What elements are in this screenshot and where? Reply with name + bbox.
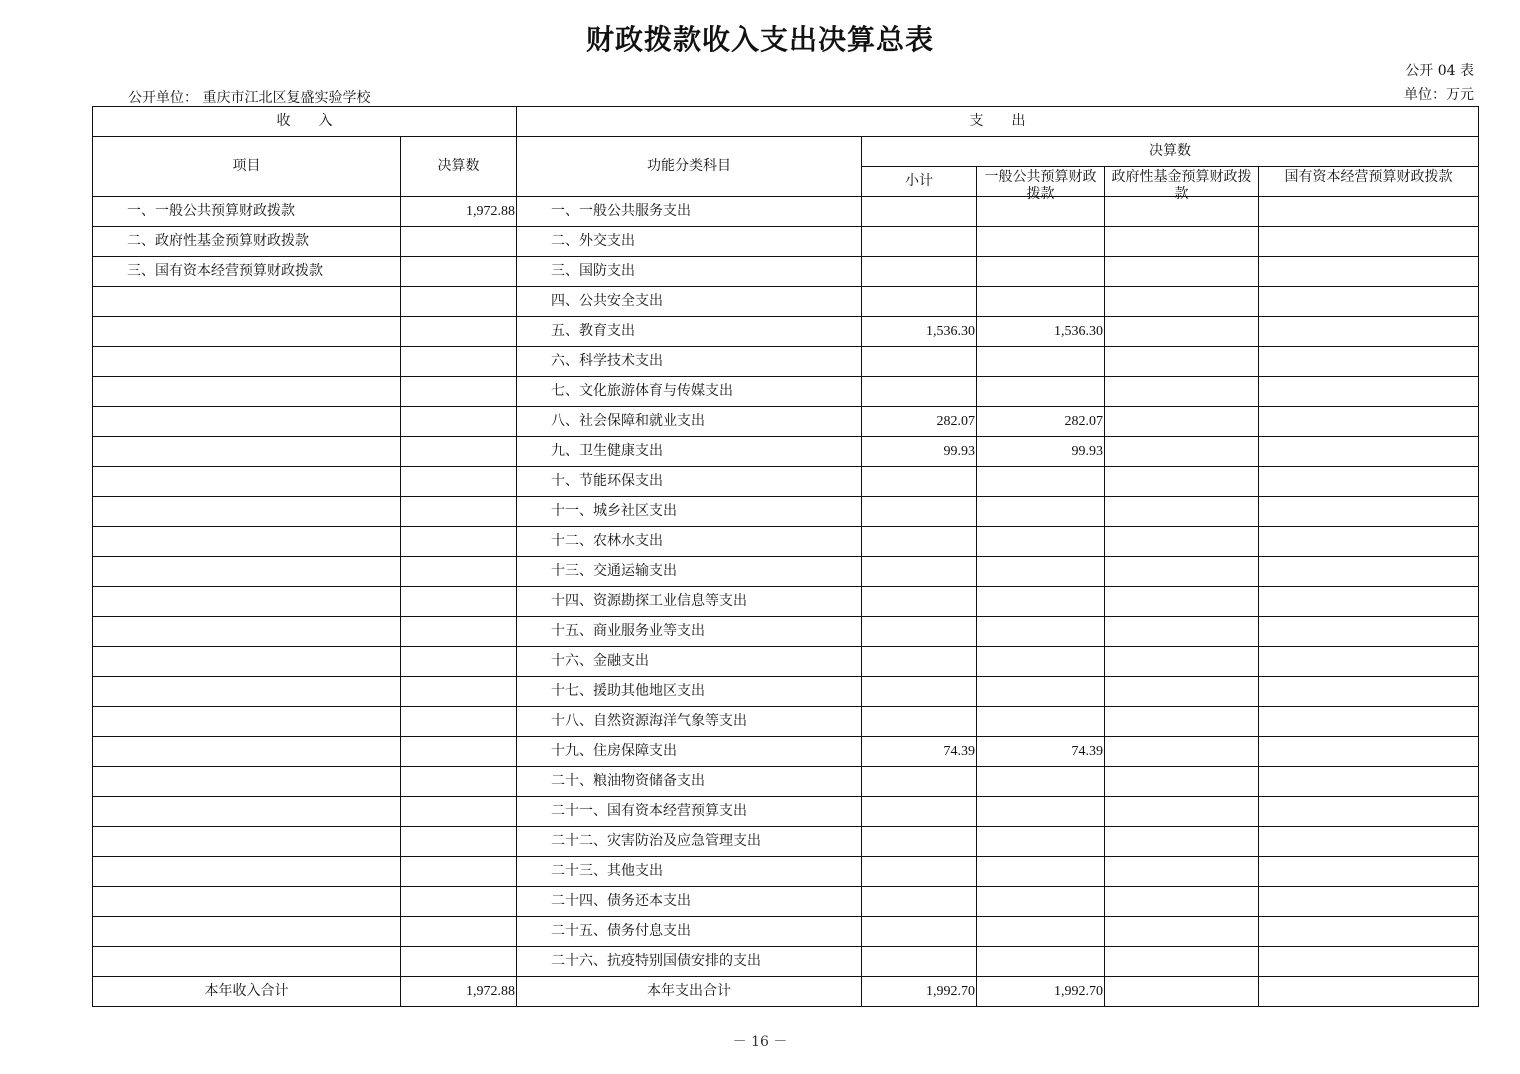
- income-amount-cell: [401, 737, 517, 767]
- income-amount-cell: [401, 767, 517, 797]
- expense-item-cell: 二十四、债务还本支出: [517, 887, 862, 917]
- gov-fund-cell: [1105, 737, 1259, 767]
- state-capital-cell: [1259, 827, 1479, 857]
- expense-item-cell: 二十五、债务付息支出: [517, 917, 862, 947]
- income-item-cell: [93, 677, 401, 707]
- expense-item-cell: 六、科学技术支出: [517, 347, 862, 377]
- expense-item-cell: 八、社会保障和就业支出: [517, 407, 862, 437]
- gov-fund-cell: [1105, 827, 1259, 857]
- gov-fund-cell: [1105, 677, 1259, 707]
- income-item-cell: [93, 407, 401, 437]
- table-row: [93, 527, 1479, 557]
- income-item-cell: 一、一般公共预算财政拨款: [93, 197, 401, 227]
- table-row: [93, 257, 1479, 287]
- subtotal-cell: [862, 707, 977, 737]
- income-item-cell: [93, 497, 401, 527]
- subtotal-cell: [862, 527, 977, 557]
- table-row: [93, 827, 1479, 857]
- subtotal-header: 小计: [862, 167, 977, 197]
- table-row: [93, 707, 1479, 737]
- income-item-cell: [93, 767, 401, 797]
- expense-item-cell: 十二、农林水支出: [517, 527, 862, 557]
- state-capital-cell: [1259, 647, 1479, 677]
- general-cell: [977, 527, 1105, 557]
- general-cell: [977, 827, 1105, 857]
- subtotal-cell: [862, 857, 977, 887]
- state-capital-cell: [1259, 437, 1479, 467]
- expense-total-gov-fund: [1105, 977, 1259, 1007]
- general-cell: [977, 707, 1105, 737]
- gov-fund-cell: [1105, 947, 1259, 977]
- general-header-text: 一般公共预算财政拨款: [984, 169, 1097, 202]
- subtotal-cell: [862, 887, 977, 917]
- expense-item-cell: 十三、交通运输支出: [517, 557, 862, 587]
- state-capital-cell: [1259, 767, 1479, 797]
- gov-fund-cell: [1105, 347, 1259, 377]
- state-capital-cell: [1259, 737, 1479, 767]
- state-capital-cell: [1259, 527, 1479, 557]
- gov-fund-cell: [1105, 887, 1259, 917]
- income-amount-cell: [401, 527, 517, 557]
- header-row-2: [93, 137, 1479, 167]
- state-capital-cell: [1259, 467, 1479, 497]
- subtotal-cell: [862, 947, 977, 977]
- general-cell: [977, 677, 1105, 707]
- income-total-amount: 1,972.88: [401, 977, 517, 1007]
- expense-item-cell: 一、一般公共服务支出: [517, 197, 862, 227]
- income-amount-cell: [401, 887, 517, 917]
- income-amount-cell: [401, 497, 517, 527]
- income-item-cell: [93, 347, 401, 377]
- subtotal-cell: [862, 917, 977, 947]
- table-row: [93, 887, 1479, 917]
- expense-item-cell: 四、公共安全支出: [517, 287, 862, 317]
- general-cell: [977, 617, 1105, 647]
- gov-fund-cell: [1105, 377, 1259, 407]
- income-amount-cell: [401, 947, 517, 977]
- general-cell: [977, 767, 1105, 797]
- table-row: [93, 197, 1479, 227]
- expense-item-cell: 十七、援助其他地区支出: [517, 677, 862, 707]
- table-row: [93, 947, 1479, 977]
- income-amount-cell: [401, 437, 517, 467]
- income-amount-cell: [401, 347, 517, 377]
- expense-item-cell: 五、教育支出: [517, 317, 862, 347]
- general-cell: [977, 647, 1105, 677]
- expense-total-general: 1,992.70: [977, 977, 1105, 1007]
- expense-item-cell: 二十一、国有资本经营预算支出: [517, 797, 862, 827]
- state-capital-cell: [1259, 407, 1479, 437]
- state-capital-cell: [1259, 227, 1479, 257]
- general-cell: [977, 587, 1105, 617]
- state-capital-cell: [1259, 497, 1479, 527]
- gov-fund-cell: [1105, 527, 1259, 557]
- subtotal-cell: 74.39: [862, 737, 977, 767]
- state-capital-header-text: 国有资本经营预算财政拨款: [1284, 169, 1453, 185]
- general-cell: [977, 557, 1105, 587]
- expense-total-state-capital: [1259, 977, 1479, 1007]
- totals-row: [93, 977, 1479, 1007]
- income-amount-cell: [401, 557, 517, 587]
- income-amount-cell: [401, 287, 517, 317]
- subtotal-cell: [862, 467, 977, 497]
- gov-fund-cell: [1105, 287, 1259, 317]
- state-capital-cell: [1259, 197, 1479, 227]
- gov-fund-cell: [1105, 557, 1259, 587]
- subtotal-cell: [862, 647, 977, 677]
- income-amount-cell: [401, 587, 517, 617]
- form-number: 公开 04 表: [1405, 63, 1474, 79]
- table-row: [93, 767, 1479, 797]
- income-item-cell: [93, 527, 401, 557]
- gov-fund-cell: [1105, 257, 1259, 287]
- income-total-label: 本年收入合计: [93, 977, 401, 1007]
- unit-label: 单位：万元: [1404, 87, 1474, 103]
- state-capital-cell: [1259, 677, 1479, 707]
- expense-item-cell: 十六、金融支出: [517, 647, 862, 677]
- state-capital-cell: [1259, 797, 1479, 827]
- state-capital-cell: [1259, 347, 1479, 377]
- state-capital-cell: [1259, 887, 1479, 917]
- state-capital-cell: [1259, 947, 1479, 977]
- income-amount-cell: [401, 707, 517, 737]
- income-header: 收 入: [93, 107, 517, 137]
- general-cell: [977, 347, 1105, 377]
- income-amount-cell: [401, 857, 517, 887]
- state-capital-cell: [1259, 317, 1479, 347]
- subtotal-cell: 282.07: [862, 407, 977, 437]
- func-subject-header: 功能分类科目: [517, 137, 862, 197]
- gov-fund-header-text: 政府性基金预算财政拨款: [1111, 169, 1252, 202]
- table-row: [93, 617, 1479, 647]
- state-capital-cell: [1259, 707, 1479, 737]
- income-item-cell: [93, 647, 401, 677]
- gov-fund-cell: [1105, 587, 1259, 617]
- income-item-cell: [93, 947, 401, 977]
- table-row: [93, 377, 1479, 407]
- general-cell: [977, 287, 1105, 317]
- final-header: 决算数: [862, 137, 1479, 167]
- org-name: 重庆市江北区复盛实验学校: [202, 90, 371, 106]
- subtotal-cell: [862, 557, 977, 587]
- income-item-cell: [93, 707, 401, 737]
- expense-item-cell: 十九、住房保障支出: [517, 737, 862, 767]
- gov-fund-header: [1105, 167, 1259, 202]
- subtotal-cell: [862, 827, 977, 857]
- subtotal-cell: [862, 197, 977, 227]
- income-item-cell: [93, 467, 401, 497]
- expense-item-cell: 七、文化旅游体育与传媒支出: [517, 377, 862, 407]
- expense-item-cell: 九、卫生健康支出: [517, 437, 862, 467]
- income-item-cell: [93, 377, 401, 407]
- income-amount-cell: [401, 617, 517, 647]
- income-item-cell: [93, 557, 401, 587]
- general-header: [977, 167, 1105, 202]
- state-capital-cell: [1259, 557, 1479, 587]
- income-amount-cell: [401, 227, 517, 257]
- state-capital-cell: [1259, 917, 1479, 947]
- expense-item-cell: 二十六、抗疫特别国债安排的支出: [517, 947, 862, 977]
- gov-fund-cell: [1105, 767, 1259, 797]
- table-row: [93, 497, 1479, 527]
- table-row: [93, 227, 1479, 257]
- subtotal-cell: 99.93: [862, 437, 977, 467]
- table-row: [93, 797, 1479, 827]
- general-cell: 99.93: [977, 437, 1105, 467]
- income-item-cell: [93, 857, 401, 887]
- general-cell: 282.07: [977, 407, 1105, 437]
- income-item-cell: 三、国有资本经营预算财政拨款: [93, 257, 401, 287]
- subtotal-cell: [862, 617, 977, 647]
- table-row: [93, 917, 1479, 947]
- subtotal-cell: [862, 287, 977, 317]
- income-amount-cell: [401, 317, 517, 347]
- org-label: 公开单位：: [128, 90, 198, 106]
- table-row: [93, 287, 1479, 317]
- subtotal-cell: [862, 497, 977, 527]
- income-item-cell: [93, 617, 401, 647]
- subtotal-cell: [862, 767, 977, 797]
- income-item-cell: [93, 797, 401, 827]
- income-amount-cell: [401, 257, 517, 287]
- table-row: [93, 647, 1479, 677]
- income-item-cell: [93, 317, 401, 347]
- income-item-cell: [93, 887, 401, 917]
- general-cell: [977, 467, 1105, 497]
- income-amount-cell: [401, 677, 517, 707]
- income-item-cell: [93, 737, 401, 767]
- page-number: － 16 －: [732, 1034, 788, 1050]
- state-capital-cell: [1259, 287, 1479, 317]
- expense-item-cell: 二十三、其他支出: [517, 857, 862, 887]
- item-header: 项目: [93, 137, 401, 197]
- expense-item-cell: 二十二、灾害防治及应急管理支出: [517, 827, 862, 857]
- org-line: [128, 87, 370, 107]
- header-row-1: [93, 107, 1479, 137]
- gov-fund-cell: [1105, 497, 1259, 527]
- income-amount-cell: [401, 467, 517, 497]
- expense-item-cell: 十八、自然资源海洋气象等支出: [517, 707, 862, 737]
- general-cell: 74.39: [977, 737, 1105, 767]
- gov-fund-cell: [1105, 467, 1259, 497]
- general-cell: [977, 917, 1105, 947]
- state-capital-cell: [1259, 377, 1479, 407]
- expense-total-label: 本年支出合计: [517, 977, 862, 1007]
- income-amount-cell: [401, 917, 517, 947]
- table-row: [93, 467, 1479, 497]
- table-row: [93, 677, 1479, 707]
- expense-item-cell: 十一、城乡社区支出: [517, 497, 862, 527]
- income-amount-cell: [401, 797, 517, 827]
- gov-fund-cell: [1105, 917, 1259, 947]
- gov-fund-cell: [1105, 857, 1259, 887]
- income-item-cell: [93, 287, 401, 317]
- gov-fund-cell: [1105, 647, 1259, 677]
- subtotal-cell: [862, 377, 977, 407]
- expense-item-cell: 十四、资源勘探工业信息等支出: [517, 587, 862, 617]
- amount-header: 决算数: [401, 137, 517, 197]
- expense-item-cell: 十、节能环保支出: [517, 467, 862, 497]
- state-capital-cell: [1259, 587, 1479, 617]
- table-row: [93, 317, 1479, 347]
- state-capital-cell: [1259, 617, 1479, 647]
- budget-table: [92, 106, 1479, 1007]
- income-item-cell: [93, 437, 401, 467]
- expense-item-cell: 十五、商业服务业等支出: [517, 617, 862, 647]
- state-capital-header: [1259, 167, 1479, 197]
- gov-fund-cell: [1105, 797, 1259, 827]
- general-cell: [977, 227, 1105, 257]
- income-amount-cell: [401, 377, 517, 407]
- table-row: [93, 347, 1479, 377]
- table-row: [93, 857, 1479, 887]
- gov-fund-cell: [1105, 317, 1259, 347]
- general-cell: [977, 257, 1105, 287]
- table-row: [93, 587, 1479, 617]
- income-item-cell: [93, 917, 401, 947]
- expense-header: 支 出: [517, 107, 1479, 137]
- table-row: [93, 407, 1479, 437]
- general-cell: [977, 887, 1105, 917]
- income-amount-cell: [401, 827, 517, 857]
- expense-item-cell: 二、外交支出: [517, 227, 862, 257]
- table-row: [93, 557, 1479, 587]
- general-cell: 1,536.30: [977, 317, 1105, 347]
- general-cell: [977, 377, 1105, 407]
- general-cell: [977, 857, 1105, 887]
- table-row: [93, 437, 1479, 467]
- subtotal-cell: [862, 677, 977, 707]
- income-item-cell: 二、政府性基金预算财政拨款: [93, 227, 401, 257]
- subtotal-cell: [862, 257, 977, 287]
- income-amount-cell: [401, 647, 517, 677]
- expense-item-cell: 三、国防支出: [517, 257, 862, 287]
- general-cell: [977, 797, 1105, 827]
- table-row: [93, 737, 1479, 767]
- gov-fund-cell: [1105, 407, 1259, 437]
- income-amount-cell: [401, 407, 517, 437]
- table-body: [93, 197, 1479, 977]
- expense-total-subtotal: 1,992.70: [862, 977, 977, 1007]
- subtotal-cell: [862, 227, 977, 257]
- gov-fund-cell: [1105, 707, 1259, 737]
- state-capital-cell: [1259, 857, 1479, 887]
- gov-fund-cell: [1105, 227, 1259, 257]
- subtotal-cell: [862, 587, 977, 617]
- gov-fund-cell: [1105, 617, 1259, 647]
- page-title: 财政拨款收入支出决算总表: [585, 23, 934, 56]
- general-cell: [977, 497, 1105, 527]
- income-amount-cell: 1,972.88: [401, 197, 517, 227]
- income-item-cell: [93, 827, 401, 857]
- subtotal-cell: [862, 797, 977, 827]
- gov-fund-cell: [1105, 437, 1259, 467]
- subtotal-cell: 1,536.30: [862, 317, 977, 347]
- state-capital-cell: [1259, 257, 1479, 287]
- income-item-cell: [93, 587, 401, 617]
- general-cell: [977, 947, 1105, 977]
- subtotal-cell: [862, 347, 977, 377]
- expense-item-cell: 二十、粮油物资储备支出: [517, 767, 862, 797]
